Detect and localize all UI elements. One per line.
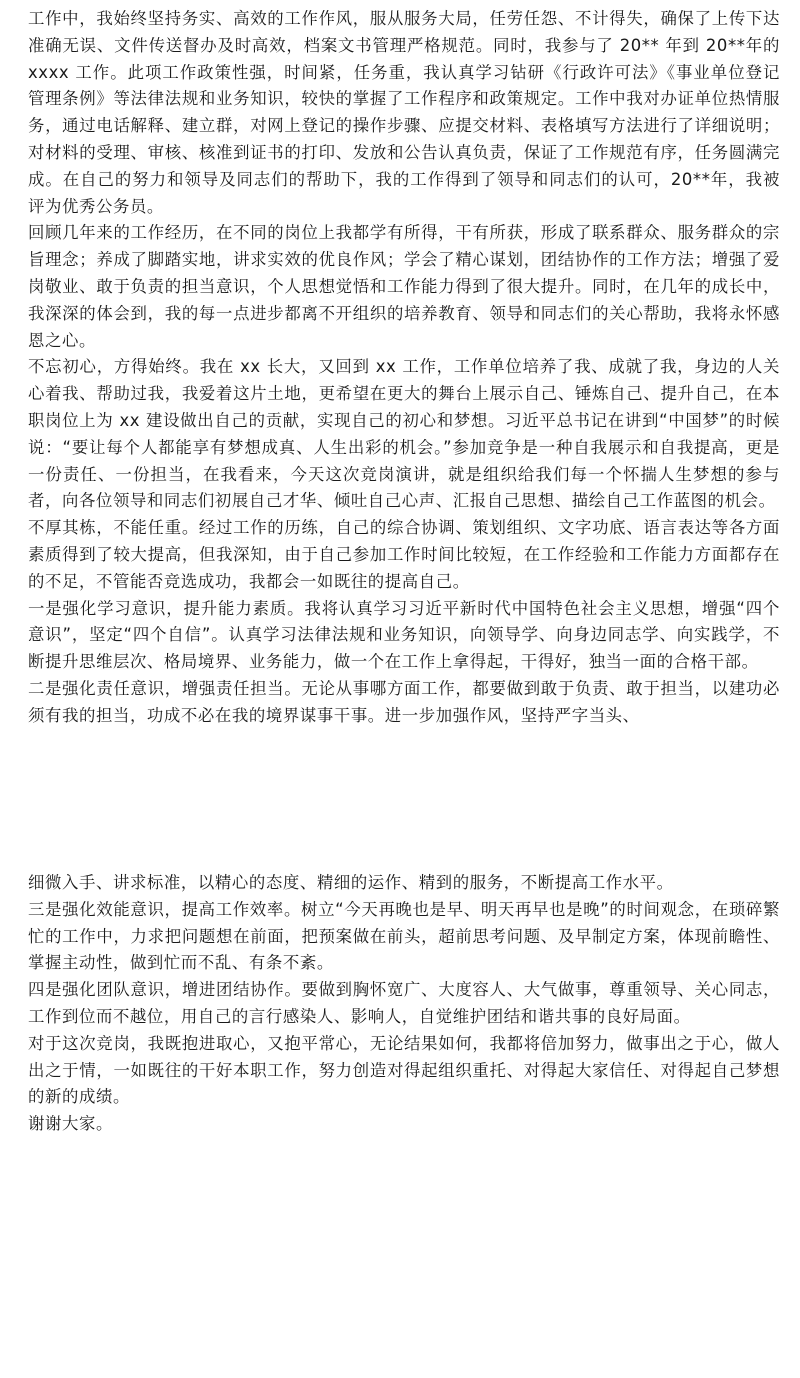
paragraph-thanks: 谢谢大家。: [28, 1114, 113, 1134]
paragraph-self-improvement: 不厚其栋，不能任重。经过工作的历练，自己的综合协调、策划组织、文字功底、语言表达等各方面素质得到了较大提高，但我深知，由于自己参加工作时间比较短，在工作经验和工作能力方面都存在的不足，不管能否竞选成功，我都会一如既往的提高自己。: [28, 518, 780, 591]
paragraph-point-one: 一是强化学习意识，提升能力素质。我将认真学习习近平新时代中国特色社会主义思想，增强“四个意识”，坚定“四个自信”。认真学习法律法规和业务知识，向领导学、向身边同志学、向实践学，不断提升思维层次、格局境界、业务能力，做一个在工作上拿得起，干得好，独当一面的合格干部。: [28, 598, 780, 672]
paragraph-review-experience: 回顾几年来的工作经历，在不同的岗位上我都学有所得，干有所获，形成了联系群众、服务群众的宗旨理念；养成了脚踏实地，讲求实效的优良作风；学会了精心谋划，团结协作的工作方法；增强了爱岗敬业、敢于负责的担当意识，个人思想觉悟和工作能力得到了很大提升。同时，在几年的成长中，我深深的体会到，我的每一点进步都离不开组织的培养教育、领导和同志们的关心帮助，我将永怀感恩之心。: [28, 223, 780, 350]
watermark: ​: [134, 765, 166, 804]
paragraph-point-two: 二是强化责任意识，增强责任担当。无论从事哪方面工作，都要做到敢于负责、敢于担当，以建功必须有我的担当，功成不必在我的境界谋事干事。进一步加强作风，坚持严字当头、: [28, 678, 780, 725]
paragraph-point-two-continued: 细微入手、讲求标准，以精心的态度、精细的运作、精到的服务，不断提高工作水平。: [28, 873, 674, 892]
paragraph-point-four: 四是强化团队意识，增进团结协作。要做到胸怀宽广、大度容人、大气做事，尊重领导、关心同志，工作到位而不越位，用自己的言行感染人、影响人，自觉维护团结和谐共事的良好局面。: [28, 980, 780, 1026]
paragraph-original-aspiration: 不忘初心，方得始终。我在 xx 长大，又回到 xx 工作，工作单位培养了我、成就了我，身边的人关心着我、帮助过我，我爱着这片土地，更希望在更大的舞台上展示自己、锤炼自己、提升自己，在本职岗位上为 xx 建设做出自己的贡献，实现自己的初心和梦想。习近平总书记在讲到“中国梦”的时候说：“要让每个人都能享有梦想成真、人生出彩的机会。”参加竞争是一种自我展示和自我提高，更是一份责任、一份担当，在我看来，今天这次竞岗演讲，就是组织给我们每一个怀揣人生梦想的参与者，向各位领导和同志们初展自己才华、倾吐自己心声、汇报自己思想、描绘自己工作蓝图的机会。: [28, 357, 780, 511]
paragraph-point-three: 三是强化效能意识，提高工作效率。树立“今天再晚也是早、明天再早也是晚”的时间观念，在琐碎繁忙的工作中，力求把问题想在前面，把预案做在前头，超前思考问题、及早制定方案，体现前瞻性、掌握主动性，做到忙而不乱、有条不紊。: [28, 899, 780, 973]
document-body-lower: [28, 870, 780, 1138]
document-body-upper: [28, 6, 780, 730]
paragraph-conclusion: 对于这次竞岗，我既抱进取心，又抱平常心，无论结果如何，我都将倍加努力，做事出之于心，做人出之于情，一如既往的干好本职工作，努力创造对得起组织重托、对得起大家信任、对得起自己梦想的新的成绩。: [28, 1033, 780, 1107]
paragraph-work-achievements: 工作中，我始终坚持务实、高效的工作作风，服从服务大局，任劳任怨、不计得失，确保了上传下达准确无误、文件传送督办及时高效，档案文书管理严格规范。同时，我参与了 20** 年到 20**年的 xxxx 工作。此项工作政策性强，时间紧，任务重，我认真学习钻研《行政许可法》《事业单位登记管理条例》等法律法规和业务知识，较快的掌握了工作程序和政策规定。工作中我对办证单位热情服务，通过电话解释、建立群，对网上登记的操作步骤、应提交材料、表格填写方法进行了详细说明；对材料的受理、审核、核准到证书的打印、发放和公告认真负责，保证了工作规范有序，任务圆满完成。在自己的努力和领导及同志们的帮助下，我的工作得到了领导和同志们的认可，20**年，我被评为优秀公务员。: [28, 9, 780, 216]
